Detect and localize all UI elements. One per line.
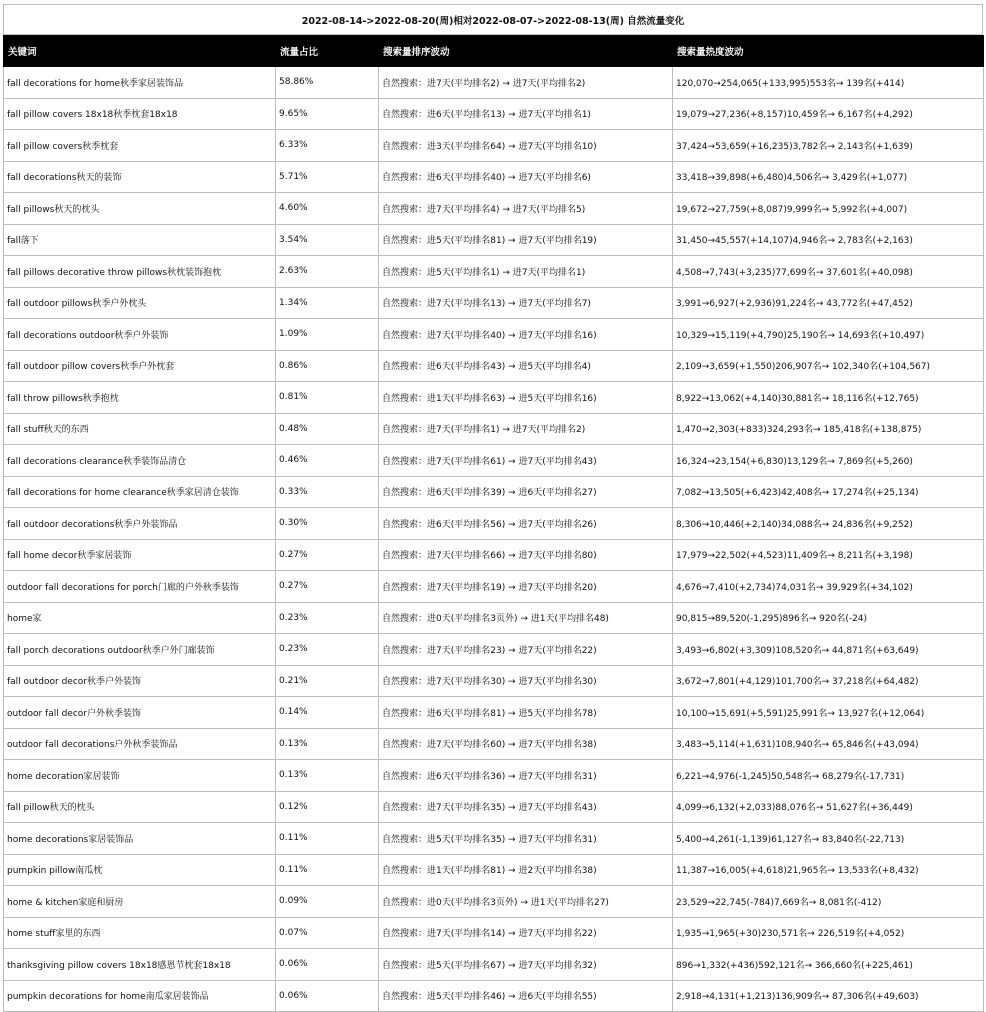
search-rank-change-cell: 自然搜索：进6天(平均排名81) → 进5天(平均排名78)	[379, 697, 673, 729]
search-rank-change-cell: 自然搜索：进7天(平均排名30) → 进7天(平均排名30)	[379, 665, 673, 697]
keyword-cell: fall decorations clearance秋季装饰品清仓	[4, 445, 276, 477]
traffic-share-cell: 0.48%	[276, 413, 379, 445]
search-rank-change-cell: 自然搜索：进5天(平均排名81) → 进7天(平均排名19)	[379, 224, 673, 256]
table-row	[4, 791, 984, 823]
traffic-share-cell: 0.14%	[276, 697, 379, 729]
table-row	[4, 854, 984, 886]
search-rank-change-cell: 自然搜索：进6天(平均排名13) → 进7天(平均排名1)	[379, 98, 673, 130]
table-row	[4, 445, 984, 477]
table-row	[4, 728, 984, 760]
table-row	[4, 98, 984, 130]
traffic-share-cell: 0.12%	[276, 791, 379, 823]
keyword-cell: outdoor fall decorations for porch门廊的户外秋季装饰	[4, 571, 276, 603]
traffic-share-cell: 0.09%	[276, 886, 379, 918]
traffic-share-cell: 0.06%	[276, 949, 379, 981]
keyword-cell: fall pillows decorative throw pillows秋枕装饰抱枕	[4, 256, 276, 288]
table-row	[4, 980, 984, 1012]
keyword-cell: pumpkin decorations for home南瓜家居装饰品	[4, 980, 276, 1012]
search-volume-change-cell: 3,672→7,801(+4,129)101,700名→ 37,218名(+64,482)	[673, 665, 984, 697]
search-rank-change-cell: 自然搜索：进0天(平均排名3页外) → 进1天(平均排名48)	[379, 602, 673, 634]
search-rank-change-cell: 自然搜索：进7天(平均排名4) → 进7天(平均排名5)	[379, 193, 673, 225]
search-volume-change-cell: 11,387→16,005(+4,618)21,965名→ 13,533名(+8,432)	[673, 854, 984, 886]
search-rank-change-cell: 自然搜索：进5天(平均排名67) → 进7天(平均排名32)	[379, 949, 673, 981]
search-volume-change-cell: 23,529→22,745(-784)7,669名→ 8,081名(-412)	[673, 886, 984, 918]
traffic-share-cell: 0.21%	[276, 665, 379, 697]
table-row	[4, 476, 984, 508]
search-volume-change-cell: 4,099→6,132(+2,033)88,076名→ 51,627名(+36,449)	[673, 791, 984, 823]
traffic-share-cell: 0.81%	[276, 382, 379, 414]
search-volume-change-cell: 19,672→27,759(+8,087)9,999名→ 5,992名(+4,007)	[673, 193, 984, 225]
search-volume-change-cell: 33,418→39,898(+6,480)4,506名→ 3,429名(+1,077)	[673, 161, 984, 193]
search-rank-change-cell: 自然搜索：进7天(平均排名19) → 进7天(平均排名20)	[379, 571, 673, 603]
table-row	[4, 571, 984, 603]
table-row	[4, 287, 984, 319]
keyword-cell: fall pillow秋天的枕头	[4, 791, 276, 823]
search-volume-change-cell: 120,070→254,065(+133,995)553名→ 139名(+414)	[673, 67, 984, 99]
keyword-cell: pumpkin pillow南瓜枕	[4, 854, 276, 886]
keyword-cell: fall porch decorations outdoor秋季户外门廊装饰	[4, 634, 276, 666]
search-rank-change-cell: 自然搜索：进5天(平均排名1) → 进7天(平均排名1)	[379, 256, 673, 288]
table-row	[4, 949, 984, 981]
search-rank-change-cell: 自然搜索：进0天(平均排名3页外) → 进1天(平均排名27)	[379, 886, 673, 918]
search-volume-change-cell: 3,493→6,802(+3,309)108,520名→ 44,871名(+63,649)	[673, 634, 984, 666]
keyword-cell: fall outdoor pillow covers秋季户外枕套	[4, 350, 276, 382]
header-row	[4, 36, 984, 67]
keyword-cell: fall decorations for home clearance秋季家居清仓装饰	[4, 476, 276, 508]
search-volume-change-cell: 16,324→23,154(+6,830)13,129名→ 7,869名(+5,260)	[673, 445, 984, 477]
report-title: 2022-08-14->2022-08-20(周)相对2022-08-07->2022-08-13(周) 自然流量变化	[3, 4, 983, 35]
traffic-share-cell: 0.11%	[276, 823, 379, 855]
search-rank-change-cell: 自然搜索：进6天(平均排名43) → 进5天(平均排名4)	[379, 350, 673, 382]
traffic-share-cell: 0.27%	[276, 539, 379, 571]
keyword-cell: fall stuff秋天的东西	[4, 413, 276, 445]
search-volume-change-cell: 5,400→4,261(-1,139)61,127名→ 83,840名(-22,713)	[673, 823, 984, 855]
search-rank-change-cell: 自然搜索：进1天(平均排名81) → 进2天(平均排名38)	[379, 854, 673, 886]
keyword-cell: fall decorations秋天的装饰	[4, 161, 276, 193]
keyword-cell: fall decorations for home秋季家居装饰品	[4, 67, 276, 99]
keyword-cell: fall home decor秋季家居装饰	[4, 539, 276, 571]
search-rank-change-cell: 自然搜索：进7天(平均排名23) → 进7天(平均排名22)	[379, 634, 673, 666]
search-rank-change-cell: 自然搜索：进7天(平均排名13) → 进7天(平均排名7)	[379, 287, 673, 319]
traffic-share-cell: 0.86%	[276, 350, 379, 382]
search-volume-change-cell: 19,079→27,236(+8,157)10,459名→ 6,167名(+4,292)	[673, 98, 984, 130]
search-volume-change-cell: 7,082→13,505(+6,423)42,408名→ 17,274名(+25,134)	[673, 476, 984, 508]
traffic-share-cell: 3.54%	[276, 224, 379, 256]
traffic-share-cell: 0.30%	[276, 508, 379, 540]
keyword-cell: fall decorations outdoor秋季户外装饰	[4, 319, 276, 351]
traffic-share-cell: 4.60%	[276, 193, 379, 225]
table-row	[4, 665, 984, 697]
search-rank-change-cell: 自然搜索：进7天(平均排名40) → 进7天(平均排名16)	[379, 319, 673, 351]
keyword-cell: fall pillow covers 18x18秋季枕套18x18	[4, 98, 276, 130]
traffic-share-cell: 0.27%	[276, 571, 379, 603]
table-row	[4, 67, 984, 99]
table-row	[4, 697, 984, 729]
search-rank-change-cell: 自然搜索：进7天(平均排名66) → 进7天(平均排名80)	[379, 539, 673, 571]
table-row	[4, 224, 984, 256]
search-volume-change-cell: 1,470→2,303(+833)324,293名→ 185,418名(+138,875)	[673, 413, 984, 445]
keyword-cell: outdoor fall decorations户外秋季装饰品	[4, 728, 276, 760]
search-rank-change-cell: 自然搜索：进7天(平均排名60) → 进7天(平均排名38)	[379, 728, 673, 760]
search-rank-change-cell: 自然搜索：进7天(平均排名2) → 进7天(平均排名2)	[379, 67, 673, 99]
search-rank-change-cell: 自然搜索：进7天(平均排名1) → 进7天(平均排名2)	[379, 413, 673, 445]
keyword-cell: fall outdoor decorations秋季户外装饰品	[4, 508, 276, 540]
search-rank-change-cell: 自然搜索：进6天(平均排名56) → 进7天(平均排名26)	[379, 508, 673, 540]
search-volume-change-cell: 10,329→15,119(+4,790)25,190名→ 14,693名(+10,497)	[673, 319, 984, 351]
search-volume-change-cell: 37,424→53,659(+16,235)3,782名→ 2,143名(+1,639)	[673, 130, 984, 162]
table-row	[4, 193, 984, 225]
keyword-cell: home decoration家居装饰	[4, 760, 276, 792]
traffic-share-cell: 0.13%	[276, 760, 379, 792]
keyword-cell: home decorations家居装饰品	[4, 823, 276, 855]
traffic-share-cell: 1.09%	[276, 319, 379, 351]
keyword-cell: outdoor fall decor户外秋季装饰	[4, 697, 276, 729]
table-row	[4, 161, 984, 193]
keyword-cell: home stuff家里的东西	[4, 917, 276, 949]
traffic-share-cell: 0.46%	[276, 445, 379, 477]
search-rank-change-cell: 自然搜索：进6天(平均排名40) → 进7天(平均排名6)	[379, 161, 673, 193]
traffic-share-cell: 0.07%	[276, 917, 379, 949]
header-keyword: 关键词	[4, 36, 276, 67]
search-volume-change-cell: 8,922→13,062(+4,140)30,881名→ 18,116名(+12,765)	[673, 382, 984, 414]
traffic-share-cell: 58.86%	[276, 67, 379, 99]
table-row	[4, 130, 984, 162]
search-volume-change-cell: 896→1,332(+436)592,121名→ 366,660名(+225,461)	[673, 949, 984, 981]
search-volume-change-cell: 1,935→1,965(+30)230,571名→ 226,519名(+4,052)	[673, 917, 984, 949]
search-volume-change-cell: 3,483→5,114(+1,631)108,940名→ 65,846名(+43,094)	[673, 728, 984, 760]
search-volume-change-cell: 31,450→45,557(+14,107)4,946名→ 2,783名(+2,163)	[673, 224, 984, 256]
table-row	[4, 382, 984, 414]
header-search-volume-change: 搜索量热度波动	[673, 36, 984, 67]
search-volume-change-cell: 4,676→7,410(+2,734)74,031名→ 39,929名(+34,102)	[673, 571, 984, 603]
search-rank-change-cell: 自然搜索：进6天(平均排名36) → 进7天(平均排名31)	[379, 760, 673, 792]
search-volume-change-cell: 90,815→89,520(-1,295)896名→ 920名(-24)	[673, 602, 984, 634]
search-volume-change-cell: 6,221→4,976(-1,245)50,548名→ 68,279名(-17,731)	[673, 760, 984, 792]
keyword-cell: fall outdoor pillows秋季户外枕头	[4, 287, 276, 319]
keyword-cell: fall throw pillows秋季抱枕	[4, 382, 276, 414]
traffic-share-cell: 0.13%	[276, 728, 379, 760]
search-volume-change-cell: 2,109→3,659(+1,550)206,907名→ 102,340名(+104,567)	[673, 350, 984, 382]
table-row	[4, 350, 984, 382]
search-rank-change-cell: 自然搜索：进5天(平均排名46) → 进6天(平均排名55)	[379, 980, 673, 1012]
keyword-traffic-table	[3, 35, 984, 1012]
table-row	[4, 319, 984, 351]
keyword-cell: fall pillow covers秋季枕套	[4, 130, 276, 162]
traffic-share-cell: 0.06%	[276, 980, 379, 1012]
keyword-cell: fall pillows秋天的枕头	[4, 193, 276, 225]
header-search-rank-change: 搜索量排序波动	[379, 36, 673, 67]
table-row	[4, 823, 984, 855]
traffic-share-cell: 0.23%	[276, 634, 379, 666]
table-row	[4, 917, 984, 949]
search-volume-change-cell: 4,508→7,743(+3,235)77,699名→ 37,601名(+40,098)	[673, 256, 984, 288]
table-row	[4, 508, 984, 540]
keyword-cell: fall落下	[4, 224, 276, 256]
traffic-share-cell: 2.63%	[276, 256, 379, 288]
table-row	[4, 413, 984, 445]
search-volume-change-cell: 10,100→15,691(+5,591)25,991名→ 13,927名(+12,064)	[673, 697, 984, 729]
traffic-share-cell: 0.23%	[276, 602, 379, 634]
table-row	[4, 602, 984, 634]
keyword-cell: home & kitchen家庭和厨房	[4, 886, 276, 918]
table-row	[4, 539, 984, 571]
table-row	[4, 886, 984, 918]
keyword-cell: thanksgiving pillow covers 18x18感恩节枕套18x18	[4, 949, 276, 981]
table-row	[4, 634, 984, 666]
search-volume-change-cell: 8,306→10,446(+2,140)34,088名→ 24,836名(+9,252)	[673, 508, 984, 540]
traffic-share-cell: 0.11%	[276, 854, 379, 886]
traffic-share-cell: 0.33%	[276, 476, 379, 508]
search-rank-change-cell: 自然搜索：进6天(平均排名39) → 进6天(平均排名27)	[379, 476, 673, 508]
keyword-cell: fall outdoor decor秋季户外装饰	[4, 665, 276, 697]
search-rank-change-cell: 自然搜索：进3天(平均排名64) → 进7天(平均排名10)	[379, 130, 673, 162]
traffic-share-cell: 1.34%	[276, 287, 379, 319]
traffic-share-cell: 6.33%	[276, 130, 379, 162]
search-rank-change-cell: 自然搜索：进7天(平均排名35) → 进7天(平均排名43)	[379, 791, 673, 823]
table-row	[4, 760, 984, 792]
search-rank-change-cell: 自然搜索：进1天(平均排名63) → 进5天(平均排名16)	[379, 382, 673, 414]
search-volume-change-cell: 17,979→22,502(+4,523)11,409名→ 8,211名(+3,198)	[673, 539, 984, 571]
search-rank-change-cell: 自然搜索：进7天(平均排名14) → 进7天(平均排名22)	[379, 917, 673, 949]
search-rank-change-cell: 自然搜索：进5天(平均排名35) → 进7天(平均排名31)	[379, 823, 673, 855]
search-rank-change-cell: 自然搜索：进7天(平均排名61) → 进7天(平均排名43)	[379, 445, 673, 477]
keyword-cell: home家	[4, 602, 276, 634]
table-row	[4, 256, 984, 288]
header-traffic-share: 流量占比	[276, 36, 379, 67]
search-volume-change-cell: 2,918→4,131(+1,213)136,909名→ 87,306名(+49,603)	[673, 980, 984, 1012]
search-volume-change-cell: 3,991→6,927(+2,936)91,224名→ 43,772名(+47,452)	[673, 287, 984, 319]
traffic-share-cell: 9.65%	[276, 98, 379, 130]
traffic-share-cell: 5.71%	[276, 161, 379, 193]
